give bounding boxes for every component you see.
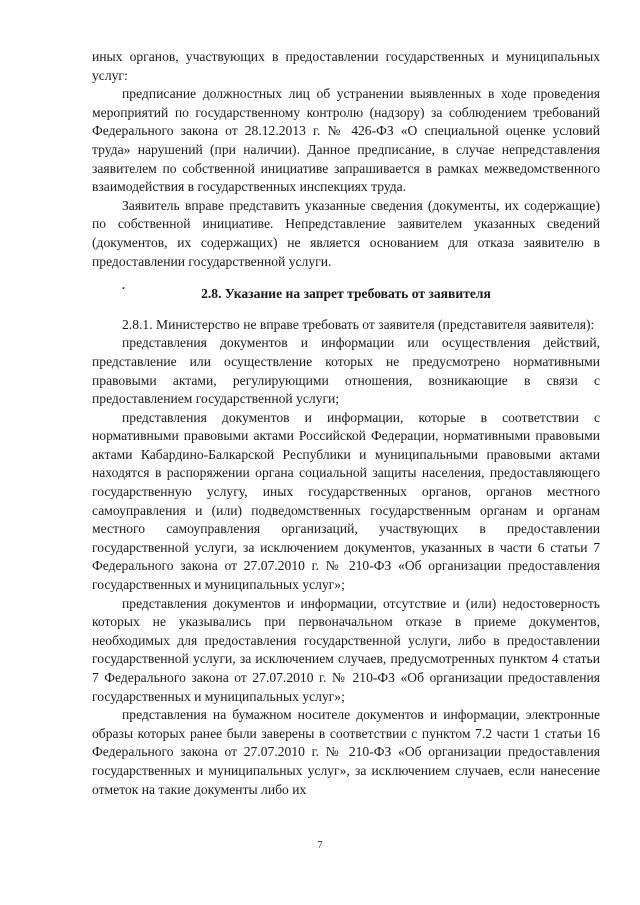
document-page <box>92 48 600 799</box>
paragraph-prohibition-2: представления документов и информации, которые в соответствии с нормативными правовыми актами Российской Федерации, нормативными правовыми актами Кабардино-Балкарской Республики и муниципальными правовыми актами находятся в распоряжении органа социальной защиты населения, предоставляющего государственную услугу, иных государственных органов, органов местного самоуправления и (или) подведомственных государственным органам и органам местного самоуправления организаций, участвующих в предоставлении государственной услуги, за исключением документов, указанных в части 6 статьи 7 Федерального закона от 27.07.2010 г. № 210-ФЗ «Об организации предоставления государственных и муниципальных услуг»; <box>92 409 600 593</box>
paragraph-prohibition-1: представления документов и информации или осуществления действий, представление или осуществление которых не предусмотрено нормативными правовыми актами, регулирующими отношения, возникающие в связи с предоставлением государственной услуги; <box>92 335 600 407</box>
paragraph-applicant-right: Заявитель вправе представить указанные сведения (документы, их содержащие) по собственной инициативе. Непредставление заявителем указанных сведений (документов, их содержащих) не является основанием для отказа заявителю в предоставлении государственной услуги. <box>92 197 600 269</box>
page-number: 7 <box>317 840 323 851</box>
section-heading-text: 2.8. Указание на запрет требовать от заявителя <box>201 286 491 302</box>
section-heading <box>92 278 600 304</box>
paragraph-inspection-order: предписание должностных лиц об устранении выявленных в ходе проведения мероприятий по государственному контролю (надзору) за соблюдением требований Федерального закона от 28.12.2013 г. № 426-ФЗ «О специальной оценке условий труда» нарушений (при наличии). Данное предписание, в случае непредставления заявителем по собственной инициативе запрашивается в рамках межведомственного взаимодействия в государственных инспекциях труда. <box>92 86 600 195</box>
stray-dot: . <box>122 278 125 293</box>
paragraph-2-8-1: 2.8.1. Министерство не вправе требовать от заявителя (представителя заявителя): <box>122 316 595 332</box>
paragraph-prohibition-4: представления на бумажном носителе документов и информации, электронные образы которых ранее были заверены в соответствии с пунктом 7.2 части 1 статьи 16 Федерального закона от 27.07.2010 г. № 210-ФЗ «Об организации предоставления государственных и муниципальных услуг», за исключением случаев, если нанесение отметок на такие документы либо их <box>92 707 600 797</box>
paragraph-other-bodies: иных органов, участвующих в предоставлении государственных и муниципальных услуг: <box>92 49 600 83</box>
paragraph-prohibition-3: представления документов и информации, отсутствие и (или) недостоверность которых не указывались при первоначальном отказе в приеме документов, необходимых для предоставления государственной услуги, либо в предоставлении государственной услуги, за исключением случаев, предусмотренных пунктом 4 статьи 7 Федерального закона от 27.07.2010 г. № 210-ФЗ «Об организации предоставления государственных и муниципальных услуг»; <box>92 595 600 704</box>
